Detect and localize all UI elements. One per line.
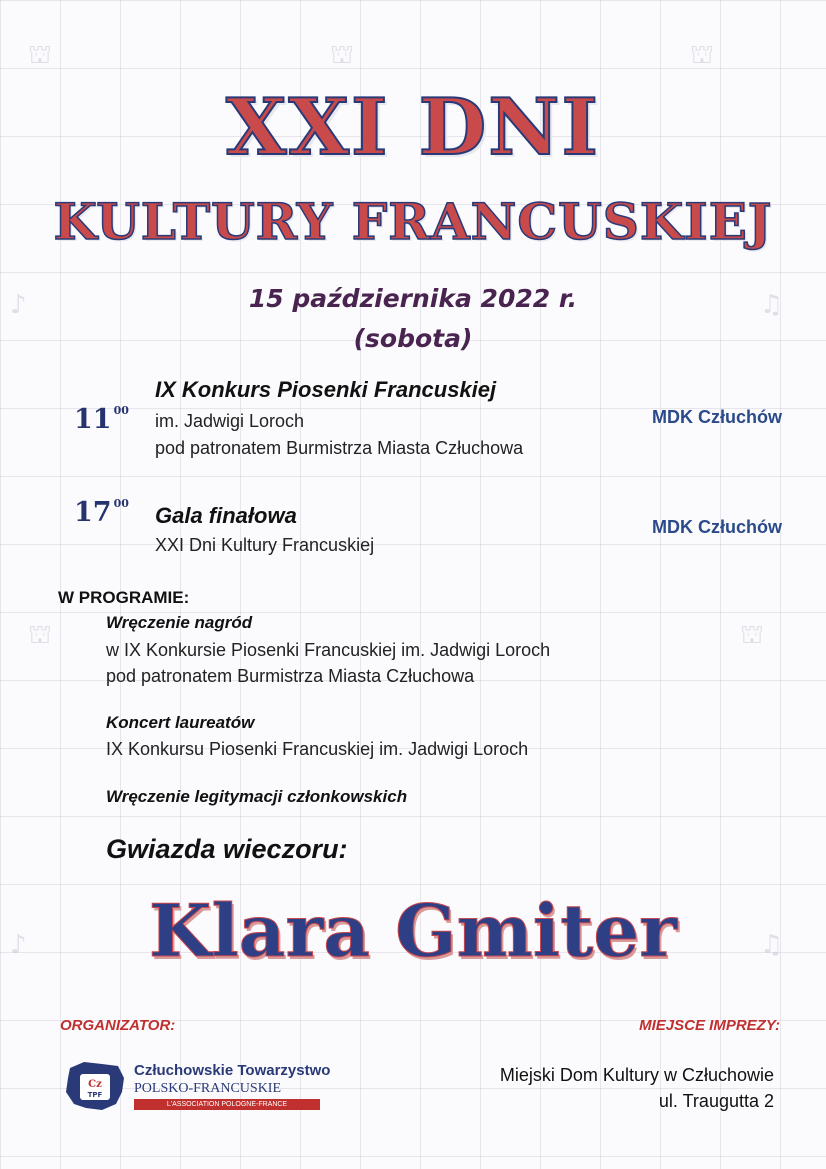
time-hour: 11 (74, 404, 112, 435)
organizer-logo (62, 1058, 362, 1114)
logo-text: Człuchowskie Towarzystwo (134, 1062, 331, 1079)
venue-address: ul. Traugutta 2 (658, 1091, 774, 1111)
eiffel-tower-icon: ⛫ (690, 40, 714, 70)
svg-text:TPF: TPF (87, 1091, 103, 1099)
program-item-detail: pod patronatem Burmistrza Miasta Człuchowa (106, 666, 475, 686)
event-detail: pod patronatem Burmistrza Miasta Człuchowa (155, 438, 524, 458)
eiffel-tower-icon: ⛫ (330, 40, 354, 70)
organizer-label: ORGANIZATOR: (60, 1017, 176, 1034)
program-item-title: Wręczenie nagród (106, 613, 253, 632)
event-detail: im. Jadwigi Loroch (155, 411, 305, 431)
time-hour: 17 (74, 497, 112, 528)
star-label: Gwiazda wieczoru: (106, 834, 348, 864)
event-time (74, 404, 129, 435)
time-minutes: 00 (113, 404, 129, 417)
poland-map-icon (62, 1058, 128, 1114)
logo-text: L'ASSOCIATION POLOGNE-FRANCE (134, 1099, 320, 1110)
program-item-detail: w IX Konkursie Piosenki Francuskiej im. Jadwigi Loroch (106, 640, 551, 660)
venue-name: Miejski Dom Kultury w Człuchowie (499, 1065, 774, 1085)
program-item-title: Wręczenie legitymacji członkowskich (106, 787, 408, 806)
event-venue: MDK Człuchów (652, 407, 782, 427)
music-note-icon: ♪ (10, 930, 27, 960)
program-heading: W PROGRAMIE: (58, 588, 190, 607)
eiffel-tower-icon: ⛫ (28, 620, 52, 650)
venue-label: MIEJSCE IMPREZY: (639, 1017, 780, 1034)
page-subtitle: KULTURY FRANCUSKIEJ (53, 192, 773, 251)
event-date: 15 października 2022 r. (248, 284, 578, 313)
time-minutes: 00 (113, 497, 129, 510)
eiffel-tower-icon: ⛫ (28, 40, 52, 70)
page-title: XXI DNI (225, 82, 601, 173)
svg-text:Cz: Cz (88, 1079, 102, 1090)
music-note-icon: ♫ (760, 290, 784, 320)
music-note-icon: ♫ (760, 930, 784, 960)
logo-text: POLSKO-FRANCUSKIE (134, 1081, 282, 1096)
eiffel-tower-icon: ⛫ (740, 620, 764, 650)
event-day: (sobota) (353, 324, 473, 353)
event-detail: XXI Dni Kultury Francuskiej (155, 535, 375, 555)
event-title: Gala finałowa (155, 503, 297, 528)
music-note-icon: ♪ (10, 290, 27, 320)
event-time (74, 497, 129, 528)
event-venue: MDK Człuchów (652, 517, 782, 537)
star-name: Klara Gmiter (148, 888, 678, 973)
event-title: IX Konkurs Piosenki Francuskiej (155, 377, 497, 402)
program-item-detail: IX Konkursu Piosenki Francuskiej im. Jadwigi Loroch (106, 739, 529, 759)
program-item-title: Koncert laureatów (106, 713, 255, 732)
